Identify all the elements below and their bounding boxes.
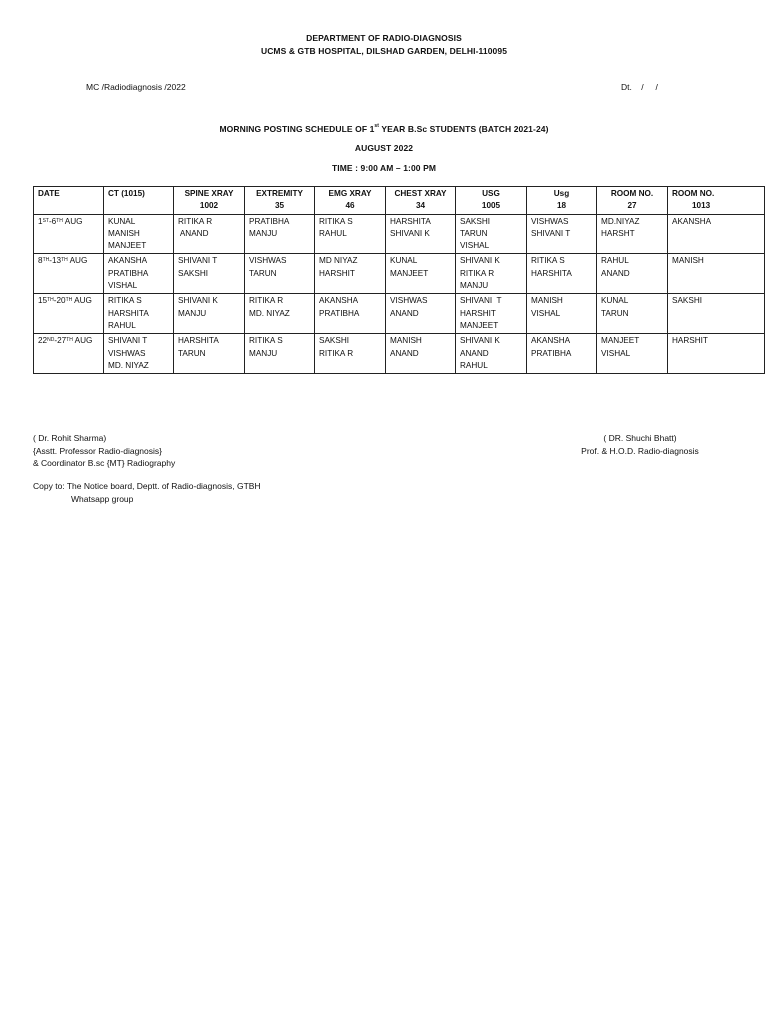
student-name: VISHAL [531, 308, 561, 318]
posting-cell [527, 294, 597, 334]
posting-cell [456, 334, 527, 374]
posting-cell [174, 254, 245, 294]
column-header-label: CHEST XRAY [394, 189, 447, 198]
posting-cell [527, 214, 597, 254]
posting-cell [456, 294, 527, 334]
student-name: ANAND [390, 308, 419, 318]
student-name: KUNAL [601, 296, 629, 306]
date-month: AUG [67, 256, 88, 266]
date-month: AUG [72, 336, 93, 346]
student-name: MANJEET [390, 268, 429, 278]
column-header-emg-xray [315, 187, 386, 215]
student-name: RITIKA R [319, 348, 354, 358]
date-start-day: 8 [38, 256, 43, 266]
student-name: RAHUL [108, 320, 136, 330]
posting-cell [315, 214, 386, 254]
date-month: AUG [62, 216, 83, 226]
student-name: MANISH [531, 296, 563, 306]
date-field: Dt. / / [621, 82, 658, 92]
posting-cell [174, 294, 245, 334]
date-end-day: -6 [48, 216, 57, 226]
student-name: PRATIBHA [108, 268, 149, 278]
column-header-room: 27 [627, 201, 637, 211]
schedule-title [0, 124, 768, 134]
posting-cell [174, 334, 245, 374]
posting-cell [597, 254, 668, 294]
student-name: HARSHIT [672, 336, 708, 346]
column-header-room: 1005 [481, 201, 501, 211]
column-header-room: 35 [274, 201, 285, 211]
column-header-date [34, 187, 104, 215]
student-name: MD.NIYAZ [601, 216, 640, 226]
date-cell [34, 214, 104, 254]
table-row [34, 294, 765, 334]
copy-to-whatsapp: Whatsapp group [71, 494, 134, 504]
date-cell [34, 294, 104, 334]
date-range [38, 216, 99, 228]
student-name: ANAND [460, 348, 489, 358]
posting-cell [597, 294, 668, 334]
student-name: ANAND [390, 348, 419, 358]
table-row [34, 334, 765, 374]
column-header-room-1013 [668, 187, 765, 215]
student-name: MANJU [249, 348, 278, 358]
student-name: MANJU [460, 281, 489, 291]
student-name: SAKSHI [178, 268, 209, 278]
student-name: TARUN [178, 348, 206, 358]
date-end-ordinal: TH [66, 337, 73, 344]
student-name: MANJU [178, 308, 207, 318]
table-row [34, 214, 765, 254]
posting-cell [456, 214, 527, 254]
institution-heading: UCMS & GTB HOSPITAL, DILSHAD GARDEN, DELHI-110095 [260, 46, 508, 56]
student-name: HARSHITA [108, 308, 149, 318]
schedule-title-ordinal: st [374, 123, 380, 129]
student-name: MANJEET [108, 241, 147, 251]
student-name: AKANSHA [319, 296, 359, 306]
date-end-day: -20 [53, 296, 66, 306]
column-header-room: 1002 [199, 201, 219, 211]
signature-left [33, 432, 175, 470]
student-name: SHIVANI T [460, 296, 502, 306]
student-name: MANJEET [460, 320, 499, 330]
table-body [34, 214, 765, 374]
column-header-chest-xray [386, 187, 456, 215]
date-start-day: 1 [38, 216, 43, 226]
student-name: AKANSHA [531, 336, 571, 346]
posting-cell [315, 254, 386, 294]
posting-cell [668, 254, 765, 294]
date-start-ordinal: TH [42, 257, 50, 264]
date-end-day: -13 [49, 256, 62, 266]
posting-cell [527, 254, 597, 294]
posting-cell [597, 214, 668, 254]
student-name: SAKSHI [460, 216, 491, 226]
schedule-month: AUGUST 2022 [354, 143, 414, 153]
column-header-room: 34 [415, 201, 426, 211]
student-name: RITIKA R [460, 268, 495, 278]
student-name: RITIKA S [531, 256, 565, 266]
posting-cell [315, 334, 386, 374]
student-name: SAKSHI [672, 296, 703, 306]
student-name: RAHUL [319, 228, 347, 238]
date-start-ordinal: ST [42, 217, 49, 224]
date-end-ordinal: TH [65, 297, 73, 304]
schedule-table [33, 186, 765, 374]
column-header-extremity [245, 187, 315, 215]
date-start-day: 22 [38, 336, 48, 346]
student-name: ANAND [178, 228, 209, 238]
column-header-spine-xray [174, 187, 245, 215]
date-cell [34, 254, 104, 294]
column-header-label: ROOM NO. [610, 189, 654, 198]
date-range [38, 295, 99, 307]
student-name: VISHWAS [390, 296, 428, 306]
column-header-usg-18 [527, 187, 597, 215]
student-name: MD. NIYAZ [249, 308, 290, 318]
date-month: AUG [72, 296, 92, 306]
date-range [38, 255, 99, 267]
student-name: HARSHIT [460, 308, 496, 318]
student-name: MANJEET [601, 336, 640, 346]
posting-cell [668, 334, 765, 374]
posting-cell [245, 214, 315, 254]
student-name: HARSHITA [390, 216, 431, 226]
student-name: VISHWAS [531, 216, 569, 226]
student-name: VISHWAS [108, 348, 146, 358]
student-name: RITIKA S [108, 296, 142, 306]
posting-cell [104, 254, 174, 294]
student-name: SHIVANI T [531, 228, 571, 238]
student-name: SHIVANI K [178, 296, 218, 306]
posting-cell [104, 214, 174, 254]
column-header-room: 18 [556, 201, 567, 211]
date-start-day: 15 [38, 296, 48, 306]
student-name: MANISH [108, 228, 140, 238]
posting-cell [527, 334, 597, 374]
student-name: RITIKA R [178, 216, 213, 226]
date-range [38, 335, 99, 347]
schedule-title-suffix: YEAR B.Sc STUDENTS (BATCH 2021-24) [379, 124, 549, 134]
student-name: RAHUL [601, 256, 629, 266]
student-name: VISHAL [601, 348, 631, 358]
student-name: MANISH [390, 336, 422, 346]
posting-cell [597, 334, 668, 374]
student-name: HARSHITA [531, 268, 572, 278]
table-row [34, 254, 765, 294]
student-name: SHIVANI T [108, 336, 148, 346]
student-name: VISHAL [460, 241, 490, 251]
column-header-label: Usg [553, 189, 570, 198]
student-name: RITIKA S [319, 216, 353, 226]
signatory-role-left: & Coordinator B.sc {MT} Radiography [33, 458, 176, 468]
column-header-label: ROOM NO. [672, 189, 715, 198]
student-name: AKANSHA [108, 256, 148, 266]
posting-cell [386, 334, 456, 374]
signature-right [578, 432, 702, 457]
schedule-title-prefix: MORNING POSTING SCHEDULE OF 1 [219, 124, 375, 134]
student-name: KUNAL [390, 256, 418, 266]
posting-cell [104, 294, 174, 334]
date-cell [34, 334, 104, 374]
student-name: HARSHITA [178, 336, 219, 346]
student-name: AKANSHA [672, 216, 712, 226]
student-name: TARUN [249, 268, 277, 278]
student-name: RAHUL [460, 360, 488, 370]
student-name: SHIVANI K [460, 256, 500, 266]
posting-cell [386, 254, 456, 294]
posting-cell [386, 294, 456, 334]
student-name: PRATIBHA [319, 308, 360, 318]
department-heading: DEPARTMENT OF RADIO-DIAGNOSIS [306, 33, 462, 43]
table-header-row [34, 187, 765, 215]
column-header-room: 1013 [692, 201, 711, 211]
signatory-title-right: Prof. & H.O.D. Radio-diagnosis [581, 445, 699, 456]
posting-cell [174, 214, 245, 254]
date-end-day: -27 [54, 336, 67, 346]
reference-number: MC /Radiodiagnosis /2022 [86, 82, 186, 92]
column-header-ct [104, 187, 174, 215]
student-name: MANJU [249, 228, 278, 238]
date-start-ordinal: TH [47, 297, 54, 304]
student-name: SAKSHI [319, 336, 350, 346]
student-name: VISHAL [108, 281, 138, 291]
column-header-label: DATE [38, 189, 60, 198]
student-name: SHIVANI K [390, 228, 430, 238]
posting-cell [668, 214, 765, 254]
student-name: TARUN [460, 228, 488, 238]
student-name: HARSHT [601, 228, 635, 238]
student-name: ANAND [601, 268, 630, 278]
student-name: MANISH [672, 256, 704, 266]
student-name: RITIKA S [249, 336, 283, 346]
column-header-label: SPINE XRAY [184, 189, 234, 198]
student-name: RITIKA R [249, 296, 284, 306]
posting-cell [668, 294, 765, 334]
schedule-time: TIME : 9:00 AM – 1:00 PM [331, 163, 437, 173]
posting-cell [315, 294, 386, 334]
posting-cell [386, 214, 456, 254]
student-name: HARSHIT [319, 268, 355, 278]
posting-cell [245, 254, 315, 294]
column-header-label: CT (1015) [108, 189, 145, 198]
column-header-label: EMG XRAY [328, 189, 372, 198]
date-start-ordinal: ND [47, 337, 55, 344]
column-header-label: USG [482, 189, 500, 198]
column-header-label: EXTREMITY [256, 189, 303, 198]
posting-cell [245, 334, 315, 374]
signatory-title-left: {Asstt. Professor Radio-diagnosis} [33, 445, 162, 456]
date-end-ordinal: TH [61, 257, 68, 264]
student-name: SHIVANI T [178, 256, 218, 266]
student-name: MD NIYAZ [319, 256, 358, 266]
student-name: VISHWAS [249, 256, 287, 266]
student-name: PRATIBHA [531, 348, 572, 358]
student-name: MD. NIYAZ [108, 360, 149, 370]
column-header-usg [456, 187, 527, 215]
posting-cell [456, 254, 527, 294]
copy-to-line: Copy to: The Notice board, Deptt. of Radio-diagnosis, GTBH [33, 481, 261, 491]
column-header-room: 46 [345, 201, 355, 211]
student-name: KUNAL [108, 216, 136, 226]
signatory-name-left: ( Dr. Rohit Sharma) [33, 433, 107, 443]
student-name: PRATIBHA [249, 216, 290, 226]
column-header-room-27 [597, 187, 668, 215]
posting-cell [104, 334, 174, 374]
signatory-name-right: ( DR. Shuchi Bhatt) [603, 433, 677, 443]
date-end-ordinal: TH [56, 217, 63, 224]
posting-cell [245, 294, 315, 334]
student-name: SHIVANI K [460, 336, 500, 346]
student-name: TARUN [601, 308, 629, 318]
